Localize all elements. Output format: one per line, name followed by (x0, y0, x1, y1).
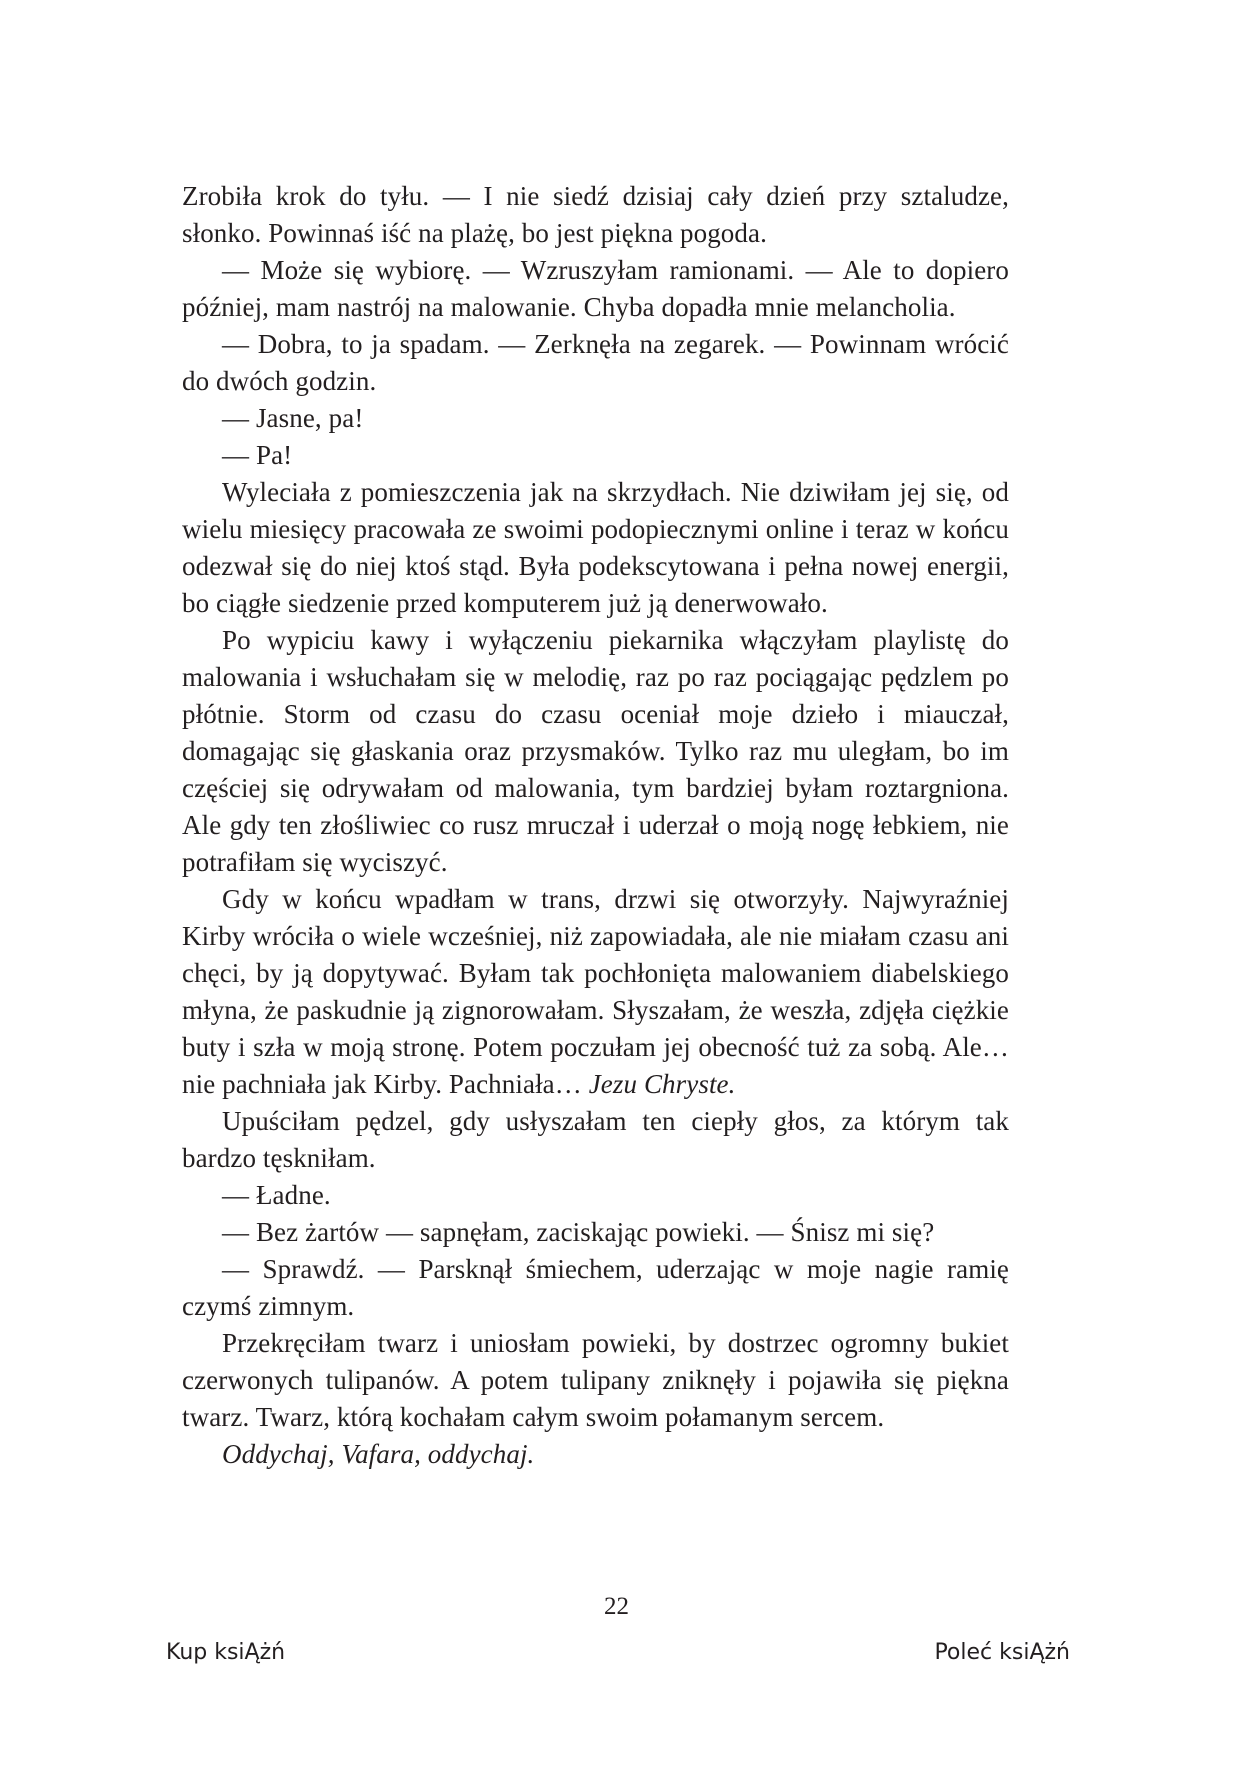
paragraph: Wyleciała z pomieszczenia jak na skrzydłach. Nie dziwiłam jej się, od wielu miesięcy pracowała ze swoimi podopiecznymi online i teraz w końcu odezwał się do niej ktoś stąd. Była podekscytowana i pełna nowej energii, bo ciągłe siedzenie przed komputerem już ją denerwowało. (182, 477, 1009, 618)
paragraph: Po wypiciu kawy i wyłączeniu piekarnika włączyłam playlistę do malowania i wsłuchałam się w melodię, raz po raz pociągając pędzlem po płótnie. Storm od czasu do czasu oceniał moje dzieło i miauczał, domagając się głaskania oraz przysmaków. Tylko raz mu uległam, bo im częściej się odrywałam od malowania, tym bardziej byłam roztargniona. Ale gdy ten złośliwiec co rusz mruczał i uderzał o moją nogę łebkiem, nie potrafiłam się wyciszyć. (182, 625, 1009, 877)
paragraph: — Dobra, to ja spadam. — Zerknęła na zegarek. — Powinnam wrócić do dwóch godzin. (182, 329, 1009, 396)
paragraph: — Bez żartów — sapnęłam, zaciskając powieki. — Śnisz mi się? (222, 1217, 935, 1247)
paragraph: — Sprawdź. — Parsknął śmiechem, uderzając w moje nagie ramię czymś zimnym. (182, 1254, 1009, 1321)
paragraph: — Może się wybiorę. — Wzruszyłam ramionami. — Ale to dopiero później, mam nastrój na malowanie. Chyba dopadła mnie melancholia. (182, 255, 1009, 322)
paragraph: — Jasne, pa! (222, 403, 364, 433)
paragraph: Przekręciłam twarz i uniosłam powieki, by dostrzec ogromny bukiet czerwonych tulipanów. A potem tulipany zniknęły i pojawiła się piękna twarz. Twarz, którą kochałam całym swoim połamanym sercem. (182, 1328, 1009, 1432)
paragraph (182, 1436, 1009, 1473)
paragraph: Zrobiła krok do tyłu. — I nie siedź dzisiaj cały dzień przy sztaludze, słonko. Powinnaś iść na plażę, bo jest piękna pogoda. (182, 181, 1009, 248)
paragraph (182, 881, 1009, 1103)
page-number: 22 (604, 1593, 629, 1620)
paragraph: Upuściłam pędzel, gdy usłyszałam ten ciepły głos, za którym tak bardzo tęskniłam. (182, 1106, 1009, 1173)
paragraph: — Pa! (222, 440, 293, 470)
buy-book-link[interactable]: Kup ksiĄżń (166, 1640, 286, 1665)
paragraph: — Ładne. (222, 1180, 331, 1210)
italic-phrase: Jezu Chryste. (588, 1069, 736, 1099)
paragraph-text: Gdy w końcu wpadłam w trans, drzwi się otworzyły. Najwyraźniej Kirby wróciła o wiele wcześniej, niż zapowiadała, ale nie miałam czasu ani chęci, by ją dopytywać. Byłam tak pochłonięta malowaniem diabelskiego młyna, że paskudnie ją zignorowałam. Słyszałam, że weszła, zdjęła ciężkie buty i szła w moją stronę. Potem poczułam jej obecność tuż za sobą. Ale… nie pachniała jak Kirby. Pachniała… (182, 884, 1009, 1099)
body-text (182, 178, 1009, 1473)
italic-paragraph: Oddychaj, Vafara, oddychaj. (222, 1439, 535, 1469)
recommend-book-link[interactable]: Poleć ksiĄżń (934, 1640, 1070, 1665)
